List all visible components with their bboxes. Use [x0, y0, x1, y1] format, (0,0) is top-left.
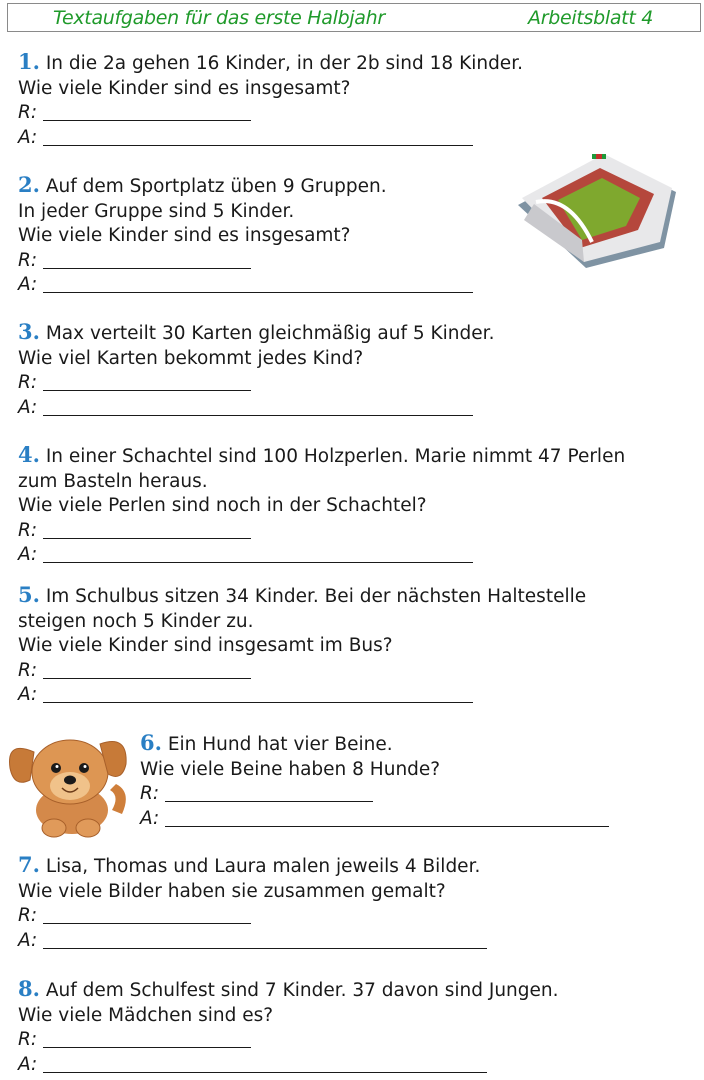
task-text: zum Basteln heraus. — [18, 470, 208, 492]
task-number: 8. — [18, 976, 40, 1001]
a-label: A: — [18, 126, 38, 148]
r-label: R: — [18, 372, 38, 393]
task-8 — [18, 977, 559, 1077]
task-number: 6. — [140, 730, 162, 755]
r-label: R: — [140, 783, 160, 804]
sentence-answer-line[interactable] — [43, 930, 487, 949]
sentence-answer-line[interactable] — [165, 808, 609, 827]
worksheet-title: Textaufgaben für das erste Halbjahr — [53, 7, 385, 29]
task-number: 2. — [18, 172, 40, 197]
sentence-answer-line[interactable] — [43, 274, 473, 293]
sentence-answer-line[interactable] — [43, 397, 473, 416]
calculation-answer-line[interactable] — [43, 250, 251, 269]
a-label: A: — [18, 1053, 38, 1075]
task-number: 5. — [18, 582, 40, 607]
r-label: R: — [18, 102, 38, 123]
task-text: steigen noch 5 Kinder zu. — [18, 610, 254, 632]
task-question: Wie viel Karten bekommt jedes Kind? — [18, 347, 364, 369]
calculation-answer-line[interactable] — [43, 102, 251, 121]
task-7 — [18, 853, 487, 953]
calculation-answer-line[interactable] — [43, 1029, 251, 1048]
r-label: R: — [18, 1029, 38, 1050]
calculation-answer-line[interactable] — [43, 660, 251, 679]
task-text: Ein Hund hat vier Beine. — [167, 734, 393, 755]
task-question: Wie viele Beine haben 8 Hunde? — [140, 758, 441, 780]
sentence-answer-line[interactable] — [43, 544, 473, 563]
sentence-answer-line[interactable] — [43, 684, 473, 703]
calculation-answer-line[interactable] — [43, 520, 251, 539]
sentence-answer-line[interactable] — [43, 1054, 487, 1073]
task-number: 7. — [18, 852, 40, 877]
task-5 — [18, 583, 586, 708]
calculation-answer-line[interactable] — [165, 783, 373, 802]
calculation-answer-line[interactable] — [43, 905, 251, 924]
task-question: Wie viele Perlen sind noch in der Schachtel? — [18, 495, 427, 516]
a-label: A: — [18, 684, 38, 705]
task-1 — [18, 50, 523, 150]
puppy-illustration — [4, 722, 132, 840]
task-2 — [18, 173, 473, 298]
a-label: A: — [18, 396, 38, 418]
task-question: Wie viele Mädchen sind es? — [18, 1004, 274, 1026]
task-number: 3. — [18, 319, 40, 344]
calculation-answer-line[interactable] — [43, 372, 251, 391]
r-label: R: — [18, 659, 38, 681]
task-text: Auf dem Schulfest sind 7 Kinder. 37 davon sind Jungen. — [45, 980, 559, 1001]
task-text: In einer Schachtel sind 100 Holzperlen. Marie nimmt 47 Perlen — [45, 446, 626, 467]
task-text: In jeder Gruppe sind 5 Kinder. — [18, 200, 295, 222]
task-text: Auf dem Sportplatz üben 9 Gruppen. — [45, 176, 387, 197]
task-text: Max verteilt 30 Karten gleichmäßig auf 5 Kinder. — [45, 323, 495, 344]
task-question: Wie viele Kinder sind es insgesamt? — [18, 225, 351, 246]
task-number: 1. — [18, 49, 40, 74]
a-label: A: — [18, 274, 38, 295]
task-6 — [140, 731, 609, 831]
task-question: Wie viele Bilder haben sie zusammen gemalt? — [18, 880, 446, 902]
stadium-illustration — [514, 150, 680, 270]
task-text: In die 2a gehen 16 Kinder, in der 2b sind 18 Kinder. — [45, 53, 523, 74]
task-question: Wie viele Kinder sind insgesamt im Bus? — [18, 635, 393, 656]
a-label: A: — [18, 544, 38, 565]
a-label: A: — [18, 929, 38, 951]
a-label: A: — [140, 807, 160, 829]
r-label: R: — [18, 905, 38, 926]
r-label: R: — [18, 519, 38, 541]
sentence-answer-line[interactable] — [43, 127, 473, 146]
task-text: Lisa, Thomas und Laura malen jeweils 4 Bilder. — [45, 856, 481, 877]
task-question: Wie viele Kinder sind es insgesamt? — [18, 77, 351, 99]
task-4 — [18, 443, 625, 568]
task-text: Im Schulbus sitzen 34 Kinder. Bei der nächsten Haltestelle — [45, 586, 587, 607]
task-number: 4. — [18, 442, 40, 467]
worksheet-header — [7, 3, 701, 32]
worksheet-number: Arbeitsblatt 4 — [528, 7, 653, 29]
task-3 — [18, 320, 494, 420]
r-label: R: — [18, 249, 38, 271]
